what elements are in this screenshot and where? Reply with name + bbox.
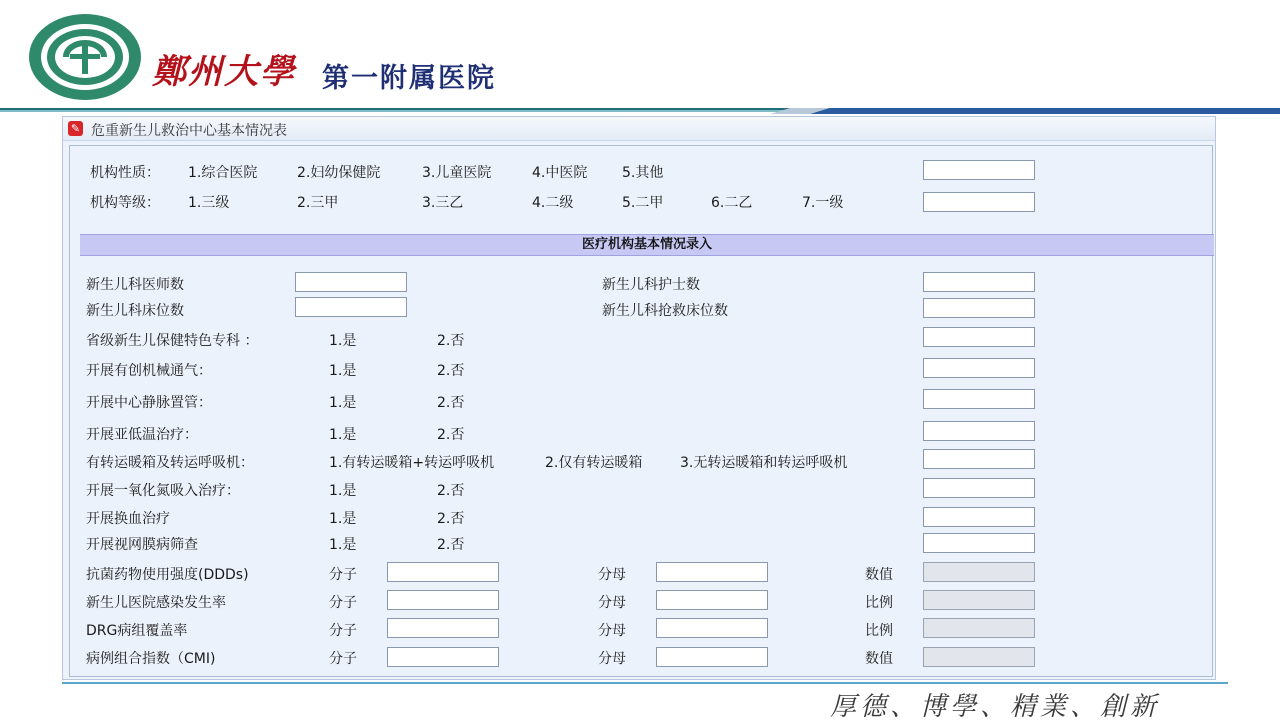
brand-subtitle: 第一附属医院 bbox=[322, 63, 496, 94]
drg-denominator-input[interactable] bbox=[656, 618, 768, 638]
specialty-no: 2.否 bbox=[437, 333, 465, 349]
infection-numerator-input[interactable] bbox=[387, 590, 499, 610]
window-titlebar bbox=[63, 117, 1215, 141]
grade-label: 机构等级： bbox=[90, 195, 160, 211]
nurses-label: 新生儿科护士数 bbox=[602, 277, 700, 293]
specialty-label: 省级新生儿保健特色专科 ： bbox=[86, 333, 259, 349]
exchange-yes: 1.是 bbox=[329, 511, 357, 527]
retinopathy-input[interactable] bbox=[923, 533, 1035, 553]
antibiotic-numerator-label: 分子 bbox=[329, 567, 357, 583]
nitric-oxide-no: 2.否 bbox=[437, 483, 465, 499]
ventilation-label: 开展有创机械通气： bbox=[86, 363, 212, 379]
cmi-result-field bbox=[923, 647, 1035, 667]
retinopathy-no: 2.否 bbox=[437, 537, 465, 553]
antibiotic-denominator-label: 分母 bbox=[598, 567, 626, 583]
specialty-input[interactable] bbox=[923, 327, 1035, 347]
footer-divider bbox=[62, 682, 1228, 684]
transport-input[interactable] bbox=[923, 449, 1035, 469]
nature-option-2: 2.妇幼保健院 bbox=[297, 165, 381, 181]
rescue-beds-input[interactable] bbox=[923, 298, 1035, 318]
drg-denominator-label: 分母 bbox=[598, 623, 626, 639]
cmi-result-label: 数值 bbox=[865, 651, 893, 667]
drg-numerator-input[interactable] bbox=[387, 618, 499, 638]
cmi-label: 病例组合指数（CMI) bbox=[86, 651, 216, 667]
section-title: 医疗机构基本情况录入 bbox=[80, 234, 1214, 256]
rescue-beds-label: 新生儿科抢救床位数 bbox=[602, 303, 728, 319]
brand-calligraphy: 鄭州大學 bbox=[152, 52, 296, 92]
ventilation-no: 2.否 bbox=[437, 363, 465, 379]
drg-result-field bbox=[923, 618, 1035, 638]
infection-numerator-label: 分子 bbox=[329, 595, 357, 611]
antibiotic-denominator-input[interactable] bbox=[656, 562, 768, 582]
nature-option-4: 4.中医院 bbox=[532, 165, 588, 181]
catheter-no: 2.否 bbox=[437, 395, 465, 411]
beds-input[interactable] bbox=[295, 297, 407, 317]
form-app-icon: ✎ bbox=[68, 121, 83, 136]
header-divider bbox=[0, 108, 1280, 114]
cmi-denominator-input[interactable] bbox=[656, 647, 768, 667]
grade-option-2: 2.三甲 bbox=[297, 195, 339, 211]
ventilation-yes: 1.是 bbox=[329, 363, 357, 379]
specialty-yes: 1.是 bbox=[329, 333, 357, 349]
antibiotic-result-label: 数值 bbox=[865, 567, 893, 583]
grade-option-5: 5.二甲 bbox=[622, 195, 664, 211]
catheter-yes: 1.是 bbox=[329, 395, 357, 411]
infection-result-field bbox=[923, 590, 1035, 610]
cmi-numerator-label: 分子 bbox=[329, 651, 357, 667]
catheter-label: 开展中心静脉置管： bbox=[86, 395, 212, 411]
nature-label: 机构性质： bbox=[90, 165, 160, 181]
drg-result-label: 比例 bbox=[865, 623, 893, 639]
exchange-no: 2.否 bbox=[437, 511, 465, 527]
grade-option-1: 1.三级 bbox=[188, 195, 230, 211]
hypothermia-no: 2.否 bbox=[437, 427, 465, 443]
hypothermia-yes: 1.是 bbox=[329, 427, 357, 443]
beds-label: 新生儿科床位数 bbox=[86, 303, 184, 319]
grade-option-3: 3.三乙 bbox=[422, 195, 464, 211]
infection-denominator-label: 分母 bbox=[598, 595, 626, 611]
form-window bbox=[62, 116, 1216, 680]
nature-option-5: 5.其他 bbox=[622, 165, 664, 181]
hospital-motto: 厚德、博學、精業、創新 bbox=[830, 692, 1161, 720]
drg-label: DRG病组覆盖率 bbox=[86, 623, 188, 639]
antibiotic-label: 抗菌药物使用强度(DDDs) bbox=[86, 567, 249, 583]
transport-option-2: 2.仅有转运暖箱 bbox=[545, 455, 643, 471]
transport-option-1: 1.有转运暖箱+转运呼吸机 bbox=[329, 455, 495, 471]
nature-option-1: 1.综合医院 bbox=[188, 165, 258, 181]
cmi-denominator-label: 分母 bbox=[598, 651, 626, 667]
hypothermia-input[interactable] bbox=[923, 421, 1035, 441]
nature-option-3: 3.儿童医院 bbox=[422, 165, 492, 181]
nitric-oxide-label: 开展一氧化氮吸入治疗： bbox=[86, 483, 240, 499]
window-title: 危重新生儿救治中心基本情况表 bbox=[91, 123, 287, 139]
retinopathy-label: 开展视网膜病筛查 bbox=[86, 537, 198, 553]
basic-info-form bbox=[69, 145, 1213, 677]
grade-option-6: 6.二乙 bbox=[711, 195, 753, 211]
ventilation-input[interactable] bbox=[923, 358, 1035, 378]
transport-option-3: 3.无转运暖箱和转运呼吸机 bbox=[680, 455, 848, 471]
catheter-input[interactable] bbox=[923, 389, 1035, 409]
doctors-label: 新生儿科医师数 bbox=[86, 277, 184, 293]
grade-input[interactable] bbox=[923, 192, 1035, 212]
exchange-label: 开展换血治疗 bbox=[86, 511, 170, 527]
nature-input[interactable] bbox=[923, 160, 1035, 180]
grade-option-4: 4.二级 bbox=[532, 195, 574, 211]
infection-result-label: 比例 bbox=[865, 595, 893, 611]
antibiotic-numerator-input[interactable] bbox=[387, 562, 499, 582]
hospital-logo bbox=[26, 12, 144, 102]
doctors-input[interactable] bbox=[295, 272, 407, 292]
infection-denominator-input[interactable] bbox=[656, 590, 768, 610]
antibiotic-result-field bbox=[923, 562, 1035, 582]
infection-label: 新生儿医院感染发生率 bbox=[86, 595, 226, 611]
grade-option-7: 7.一级 bbox=[802, 195, 844, 211]
transport-label: 有转运暖箱及转运呼吸机： bbox=[86, 455, 254, 471]
hypothermia-label: 开展亚低温治疗： bbox=[86, 427, 198, 443]
cmi-numerator-input[interactable] bbox=[387, 647, 499, 667]
page-header bbox=[0, 0, 1280, 120]
nurses-input[interactable] bbox=[923, 272, 1035, 292]
nitric-oxide-input[interactable] bbox=[923, 478, 1035, 498]
drg-numerator-label: 分子 bbox=[329, 623, 357, 639]
exchange-input[interactable] bbox=[923, 507, 1035, 527]
nitric-oxide-yes: 1.是 bbox=[329, 483, 357, 499]
retinopathy-yes: 1.是 bbox=[329, 537, 357, 553]
